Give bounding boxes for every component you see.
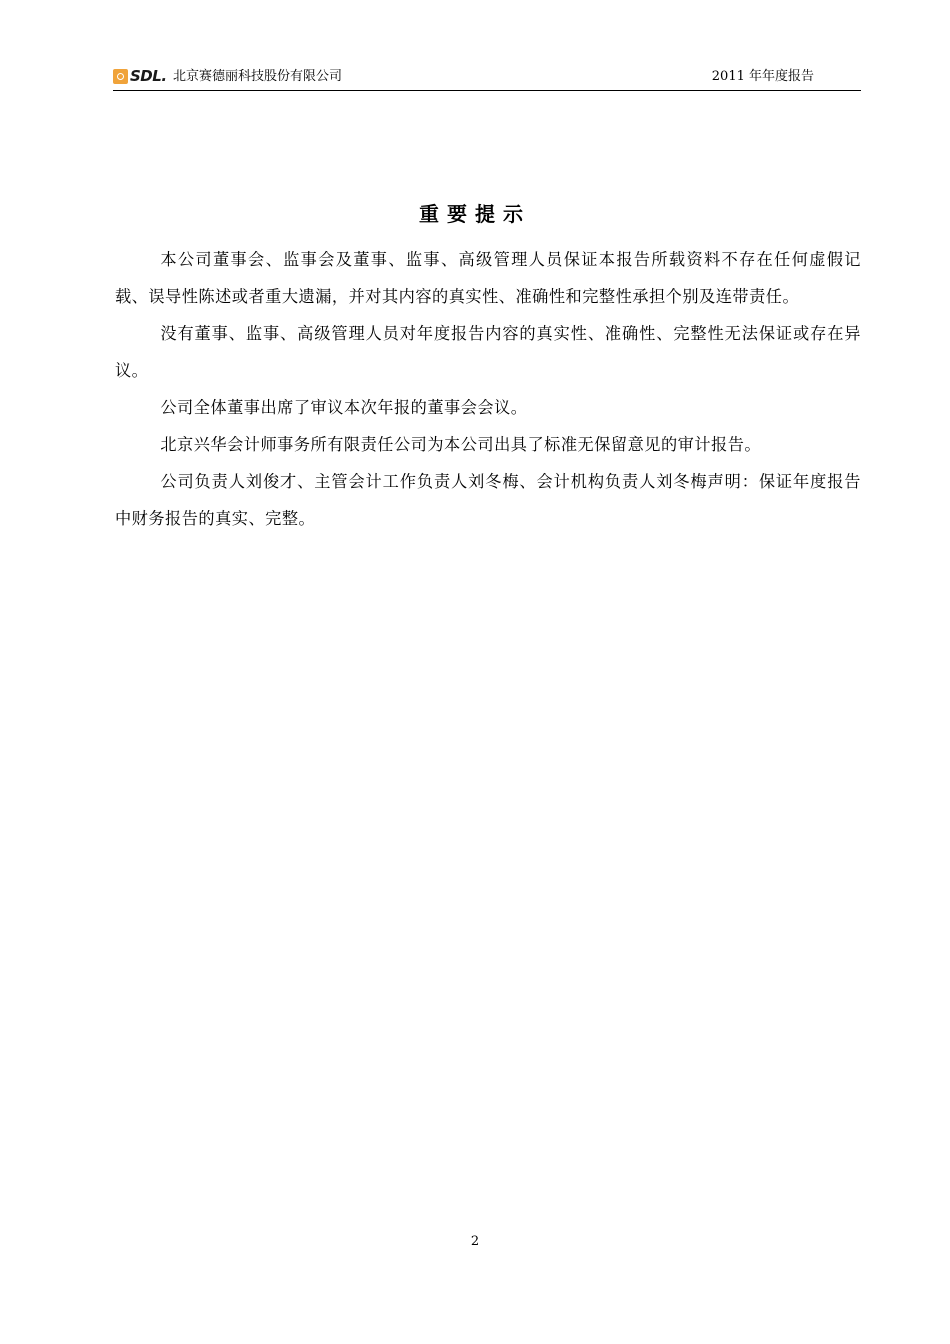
- paragraph: 公司全体董事出席了审议本次年报的董事会会议。: [160, 398, 528, 417]
- paragraph: 公司负责人刘俊才、主管会计工作负责人刘冬梅、会计机构负责人刘冬梅声明：保证年度报告中财务报告的真实、完整。: [115, 472, 861, 528]
- logo-icon: [113, 69, 128, 84]
- logo-text: SDL.: [130, 67, 167, 85]
- paragraph: 本公司董事会、监事会及董事、监事、高级管理人员保证本报告所载资料不存在任何虚假记载、误导性陈述或者重大遗漏，并对其内容的真实性、准确性和完整性承担个别及连带责任。: [115, 250, 861, 306]
- company-name: 北京赛德丽科技股份有限公司: [173, 69, 343, 84]
- page-number: 2: [470, 1234, 480, 1249]
- paragraph: 北京兴华会计师事务所有限责任公司为本公司出具了标准无保留意见的审计报告。: [160, 435, 762, 454]
- page-title: 重要提示: [419, 202, 531, 226]
- notice-body: [115, 241, 861, 537]
- page-header: [113, 66, 861, 91]
- company-logo: [113, 69, 167, 84]
- report-name: 2011 年年度报告: [711, 69, 814, 84]
- paragraph: 没有董事、监事、高级管理人员对年度报告内容的真实性、准确性、完整性无法保证或存在异议。: [115, 324, 861, 380]
